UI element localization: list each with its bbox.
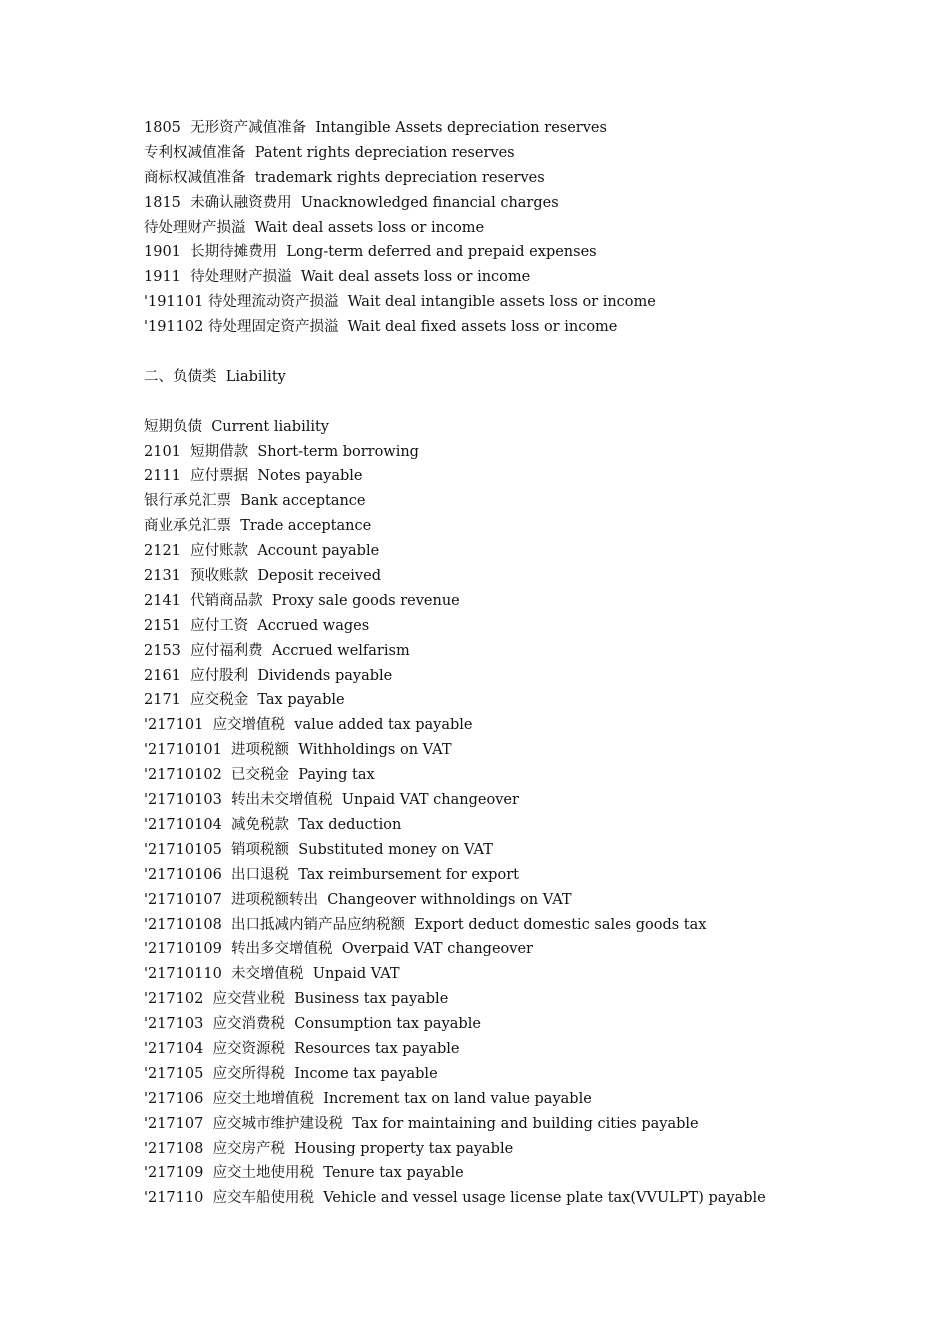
account-line: 商业承兑汇票 Trade acceptance [144, 518, 372, 535]
account-list-block-a [144, 116, 924, 340]
account-line: '21710107 进项税额转出 Changeover withnoldings on VAT [144, 891, 572, 908]
account-line: '217107 应交城市维护建设税 Tax for maintaining and building cities payable [144, 1115, 699, 1132]
account-line: 2141 代销商品款 Proxy sale goods revenue [144, 592, 460, 609]
account-line: '21710103 转出未交增值税 Unpaid VAT changeover [144, 792, 519, 809]
account-line: '217104 应交资源税 Resources tax payable [144, 1040, 460, 1057]
account-line: '21710109 转出多交增值税 Overpaid VAT changeover [144, 941, 533, 958]
account-line: 2121 应付账款 Account payable [144, 543, 380, 560]
account-line: 1815 未确认融资费用 Unacknowledged financial charges [144, 194, 559, 211]
account-line: 1805 无形资产减值准备 Intangible Assets depreciation reserves [144, 120, 607, 136]
account-line: 专利权减值准备 Patent rights depreciation reserves [144, 144, 515, 161]
account-line: '21710110 未交增值税 Unpaid VAT [144, 966, 400, 983]
account-line: '21710104 减免税款 Tax deduction [144, 816, 402, 833]
account-line: 1911 待处理财产损溢 Wait deal assets loss or income [144, 269, 531, 286]
account-line: 2111 应付票据 Notes payable [144, 468, 363, 485]
account-line: 待处理财产损溢 Wait deal assets loss or income [144, 219, 485, 236]
account-line: 1901 长期待摊费用 Long-term deferred and prepaid expenses [144, 244, 597, 261]
account-line: '21710108 出口抵减内销产品应纳税额 Export deduct domestic sales goods tax [144, 916, 707, 933]
section-heading: 二、负债类 Liability [144, 368, 286, 385]
account-line: '191101 待处理流动资产损溢 Wait deal intangible assets loss or income [144, 294, 656, 311]
account-line: 银行承兑汇票 Bank acceptance [144, 493, 366, 510]
account-line: 短期负债 Current liability [144, 418, 330, 435]
account-line: '217109 应交土地使用税 Tenure tax payable [144, 1165, 464, 1182]
account-line: '217106 应交土地增值税 Increment tax on land value payable [144, 1090, 592, 1107]
account-line: 2131 预收账款 Deposit received [144, 568, 381, 585]
document-page [144, 116, 924, 1211]
account-line: '217101 应交增值税 value added tax payable [144, 717, 473, 734]
account-line: '21710106 出口退税 Tax reimbursement for export [144, 866, 519, 883]
account-line: 2153 应付福利费 Accrued welfarism [144, 642, 410, 659]
spacer [144, 340, 924, 365]
account-line: '21710101 进项税额 Withholdings on VAT [144, 742, 452, 759]
account-line: '217108 应交房产税 Housing property tax payable [144, 1140, 514, 1157]
account-line: 商标权减值准备 trademark rights depreciation reserves [144, 169, 545, 186]
account-list-block-b [144, 415, 924, 1212]
account-line: '191102 待处理固定资产损溢 Wait deal fixed assets loss or income [144, 319, 618, 336]
account-line: 2151 应付工资 Accrued wages [144, 617, 370, 634]
account-line: 2161 应付股利 Dividends payable [144, 667, 393, 684]
account-line: '217105 应交所得税 Income tax payable [144, 1065, 438, 1082]
account-line: '217110 应交车船使用税 Vehicle and vessel usage license plate tax(VVULPT) payable [144, 1190, 766, 1207]
account-line: 2171 应交税金 Tax payable [144, 692, 345, 709]
account-line: '21710105 销项税额 Substituted money on VAT [144, 841, 493, 858]
account-line: '21710102 已交税金 Paying tax [144, 767, 375, 784]
account-line: '217102 应交营业税 Business tax payable [144, 991, 449, 1008]
spacer [144, 390, 924, 415]
account-line: '217103 应交消费税 Consumption tax payable [144, 1016, 481, 1033]
account-line: 2101 短期借款 Short-term borrowing [144, 443, 419, 460]
